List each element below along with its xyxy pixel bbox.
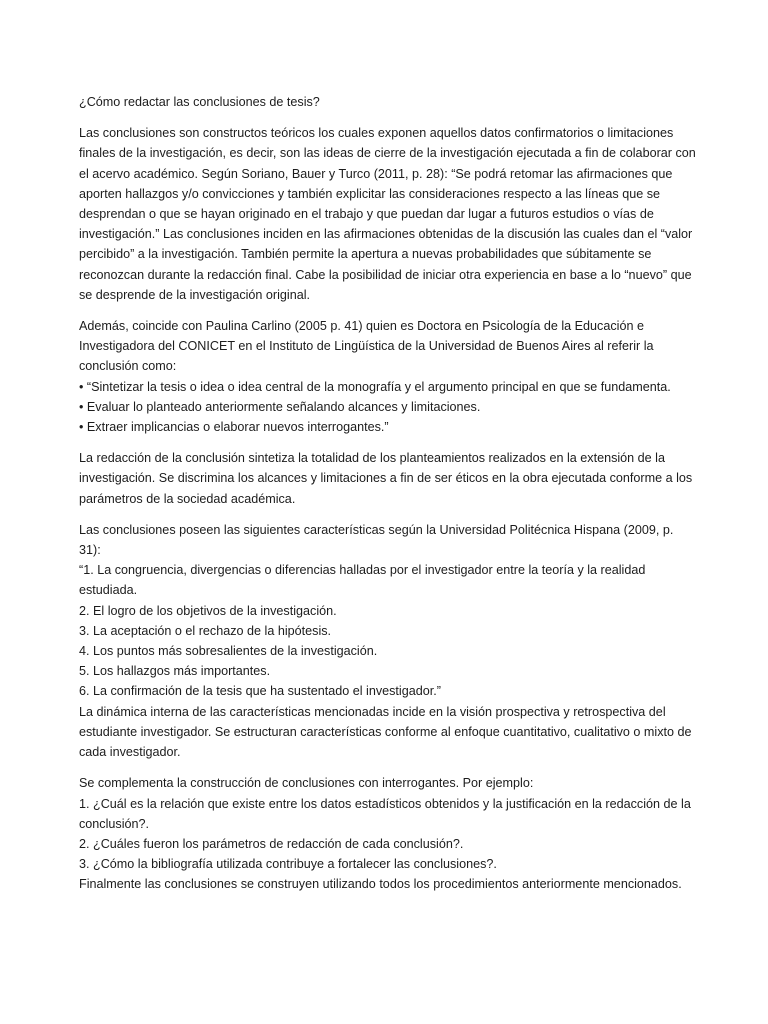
paragraph-synthesis: La redacción de la conclusión sintetiza la totalidad de los planteamientos realizados en la extensión de la investigación. Se discrimina los alcances y limitaciones a fin de ser éticos en la obra ejecutada conforme a los parámetros de la sociedad académica. (79, 451, 693, 506)
question-item: 3. ¿Cómo la bibliografía utilizada contribuye a fortalecer las conclusiones?. (79, 857, 497, 872)
document-title: ¿Cómo redactar las conclusiones de tesis? (79, 95, 320, 109)
questions-intro: Se complementa la construcción de conclusiones con interrogantes. Por ejemplo: (79, 776, 534, 791)
paragraph-definition: Las conclusiones son constructos teóricos los cuales exponen aquellos datos confirmatorios o limitaciones finales de la investigación, es decir, son las ideas de cierre de la investigación ejecutada a fin de colaborar con el acervo académico. Según Soriano, Bauer y Turco (2011, p. 28): “Se podrá retomar las afirmaciones que aporten hallazgos y/o convicciones y también explicitar las consideraciones respecto a las líneas que se desprendan o que se hayan originado en el trabajo y que puedan dar lugar a futuros estudios o vías de investigación.” Las conclusiones inciden en las afirmaciones obtenidas de la discusión las cuales dan el “valor percibido” a la investigación. También permite la apertura a nuevas probabilidades que súbitamente se reconozcan durante la redacción final. Cabe la posibilidad de iniciar otra experiencia en base a lo “nuevo” que se desprende de la investigación original. (79, 126, 696, 302)
numbered-item: 2. El logro de los objetivos de la investigación. (79, 603, 337, 618)
numbered-item: 5. Los hallazgos más importantes. (79, 664, 271, 679)
numbered-item: 4. Los puntos más sobresalientes de la investigación. (79, 644, 378, 659)
carlino-intro: Además, coincide con Paulina Carlino (2005 p. 41) quien es Doctora en Psicología de la Educación e Investigadora del CONICET en el Instituto de Lingüística de la Universidad de Buenos Aires al referir la conclusión como: (79, 319, 654, 374)
bullet-item: • Extraer implicancias o elaborar nuevos interrogantes.” (79, 420, 389, 435)
question-item: 2. ¿Cuáles fueron los parámetros de redacción de cada conclusión?. (79, 836, 464, 851)
numbered-item: “1. La congruencia, divergencias o diferencias halladas por el investigador entre la teoría y la realidad estudiada. (79, 563, 646, 598)
final-sentence: Finalmente las conclusiones se construyen utilizando todos los procedimientos anteriormente mencionados. (79, 877, 682, 892)
bullet-item: • “Sintetizar la tesis o idea o idea central de la monografía y el argumento principal en que se fundamenta. (79, 379, 671, 394)
numbered-item: 3. La aceptación o el rechazo de la hipótesis. (79, 623, 332, 638)
question-item: 1. ¿Cuál es la relación que existe entre los datos estadísticos obtenidos y la justificación en la redacción de la conclusión?. (79, 796, 691, 831)
characteristics-closing: La dinámica interna de las características mencionadas incide en la visión prospectiva y retrospectiva del estudiante investigador. Se estructuran características conforme al enfoque cuantitativo, cualitativo o mixto de cada investigador. (79, 704, 692, 760)
bullet-item: • Evaluar lo planteado anteriormente señalando alcances y limitaciones. (79, 399, 481, 414)
document-content (79, 92, 697, 906)
characteristics-section (79, 520, 697, 762)
characteristics-intro: Las conclusiones poseen las siguientes características según la Universidad Politécnica Hispana (2009, p. 31): (79, 522, 674, 558)
numbered-item: 6. La confirmación de la tesis que ha sustentado el investigador.” (79, 684, 441, 699)
questions-section (79, 773, 697, 894)
carlino-section (79, 316, 697, 437)
